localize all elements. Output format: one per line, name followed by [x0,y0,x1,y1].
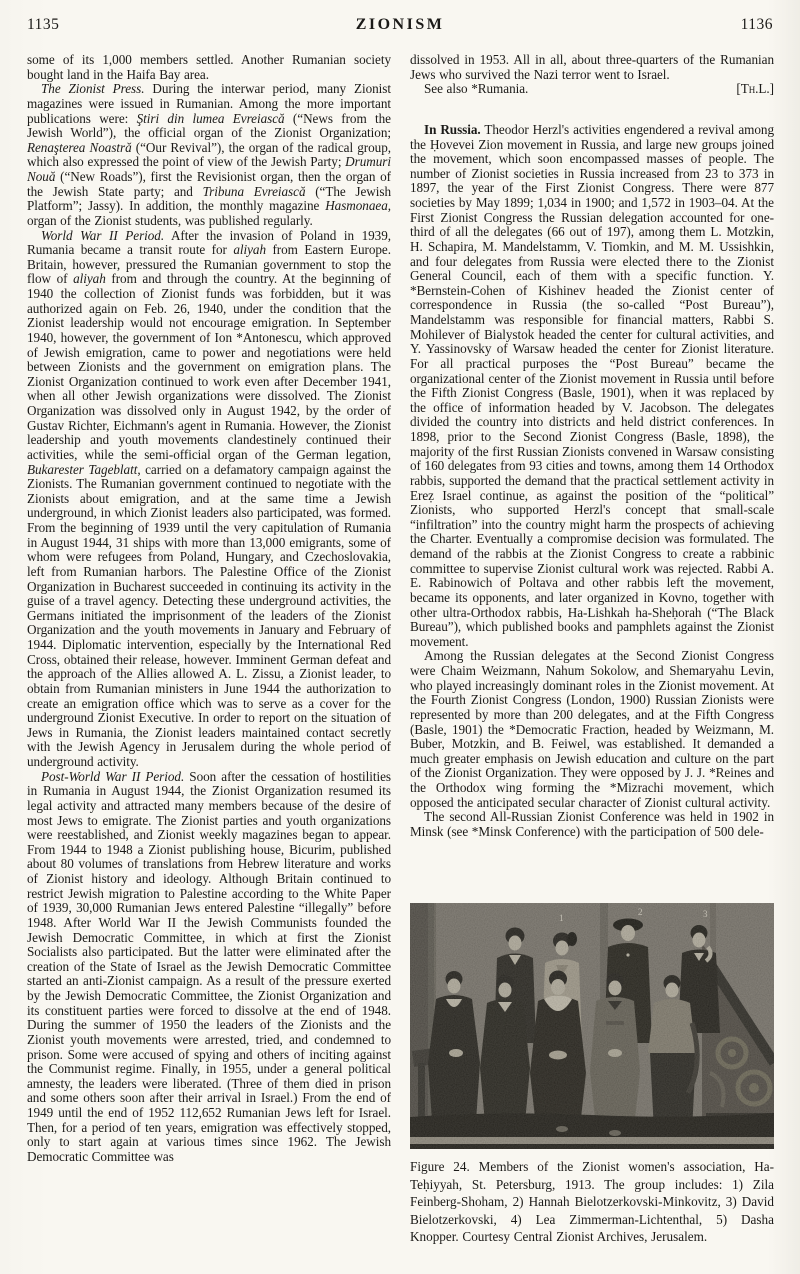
author-signature: [Th.L.] [736,81,774,97]
group-portrait-illustration [410,903,774,1149]
paragraph-rumania-societies: some of its 1,000 members settled. Another Rumanian society bought land in the Haifa Bay area. [27,53,391,82]
paragraph-post-world-war-2: Post-World War II Period. Soon after the cessation of hostilities in Rumania in August 1944, the Zionist Organization resumed its legal activity and attracted many members because of the desire of most Jews to emigrate. The Zionist parties and youth organizations were reestablished, and Zionist weekly magazines began to appear. From 1944 to 1948 a Zionist publishing house, Bicurim, published about 80 volumes of translations from Hebrew literature and works of Zionist history and ideology. Although Britain continued to restrict Jewish migration to Palestine according to the White Paper of 1939, 30,000 Rumanian Jews entered Palestine “illegally” before 1948. After World War II the Jewish Communists founded the Jewish Democratic Committee, in which at first the Zionist Socialists also participated. But the latter were eliminated after the creation of the State of Israel as the Jewish Democratic Committee started an anti-Zionist campaign. As a result of the pressure exerted by the Jewish Democratic Committee, the Zionist Organization and its constituent parties were forced to dissolve at the end of 1948. During the summer of 1950 the leaders of the Zionists and the Zionist youth movements were arrested, tried, and condemned to prison. Some were accused of spying and others of inciting against the Communist regime. Finally, in 1955, under a general political amnesty, the leaders were liberated. (Three of them died in prison and some others soon after their arrival in Israel.) From the end of 1949 until the end of 1952 112,652 Rumanian Jews left for Israel. Then, for a period of ten years, emigration was effectively stopped, only to start again at various times since 1962. The Jewish Democratic Committee was [27,768,391,1164]
right-column [410,53,774,903]
running-head [27,16,773,38]
paragraph-in-russia: In Russia. Theodor Herzl's activities engendered a revival among the Ḥovevei Zion movement in Russia, and large new groups joined the movement, which soon encompassed masses of people. The number of Zionist societies in Russia increased from 23 to 373 in 1897, the year of the First Zionist Congress. There were 877 societies by May 1899; 1,034 in 1900; and 1,572 in 1903–04. At the First Zionist Congress the Russian delegation accounted for one-third of all the delegates (66 out of 197), among them L. Motzkin, H. Schapira, M. Mandelstamm, V. Tiomkin, and M. M. Ussishkin, and four delegates from Russia were elected there to the Zionist General Council, each of them with a specific function. Y. *Bernstein-Cohen of Kishinev headed the Zionist center of correspondence in Russia (the so-called “Post Bureau”), Mandelstamm was responsible for financial matters, Rabbi S. Mohilever of Bialystok headed the center for cultural activities, and Y. Yassinovsky of Warsaw headed the center for Zionist literature. For all practical purposes the “Post Bureau” became the organizational center of the Zionist movement in Russia until before the Fifth Zionist Congress (Basle, 1901), when it was replaced by the office of information headed by V. Jacobson. The delegates divided the country into districts and held district conferences. In 1898, prior to the Second Zionist Congress (Basle, 1898), the majority of the first Russian Zionists convened in Warsaw consisting of 160 delegates from 93 cities and towns, among them 14 Orthodox rabbis, supported the demand that the practical settlement activity in Ereẓ Israel continue, as against the position of the “political” Zionists, who supported Herzl's concept that small-scale “infiltration” into the country might harm the prospects of achieving the Charter. Eventually a compromise decision was formulated. The demand of the rabbis at the Zionist Congress to create a rabbinic committee to supervise Zionist cultural work was rejected. Rabbi A. E. Rabinowich of Poltava and other rabbis left the movement, became its opponents, and later organized in Kovno, together with other ultra-Orthodox rabbis, Ha-Lishkah ha-Sheḥorah (“The Black Bureau”), which published books and pamphlets against the Zionist movement. [410,121,774,649]
paragraph-minsk-conference: The second All-Russian Zionist Conference was held in 1902 in Minsk (see *Minsk Conference) with the participation of 500 dele- [410,809,774,839]
photo-grain-overlay [410,903,774,1149]
right-page-number: 1136 [740,16,773,33]
page-title: ZIONISM [355,16,445,33]
see-also-line: See also *Rumania. [Th.L.] [424,81,774,97]
figure-24 [410,903,774,1259]
left-column [27,53,391,1258]
paragraph-world-war-2: World War II Period. After the invasion of Poland in 1939, Rumania became a transit route for aliyah from Eastern Europe. Britain, however, pressured the Rumanian government to stop the flow of aliyah from and through the country. At the beginning of 1940 the collection of Zionist funds was forbidden, but it was authorized again on Feb. 26, 1940, under the condition that the Zionist leadership would not encourage emigration. In September 1940, however, the government of Ion *Antonescu, which approved of Jewish emigration, came to power and negotiations were held between Zionists and the government on emigration plans. The Zionist Organization continued to work even after December 1941, when all other Jewish organizations were dissolved. The Zionist Organization was dissolved only in August 1942, by the order of Gustav Richter, Eichmann's agent in Rumania. However, the Zionist leadership and youth movements clandestinely continued their activities, while the semi-official organ of the German legation, Bukarester Tageblatt, carried on a defamatory campaign against the Zionists. The Rumanian government continued to negotiate with the Zionists about emigration, and at the same time a Jewish underground, in which Zionist leaders also participated, was formed. From the beginning of 1939 until the very capitulation of Rumania in August 1944, 31 ships with more than 13,000 emigrants, some of whom were refugees from Poland, Hungary, and Czechoslovakia, left from Rumanian harbors. The Palestine Office of the Zionist Organization in Bucharest succeeded in continuing its activity in the guise of a travel agency. Detecting these underground activities, the Germans initiated the imprisonment of the leaders of the Zionist Organization and the youth movements in January and February of 1944. Diplomatic intervention, especially by the International Red Cross, obtained their release, however. Imminent German defeat and the approach of the Allies allowed A. L. Zissu, a Zionist leader, to obtain from Rumanian ministers in June 1944 the authorization to create an emigration office which was to serve as a cover for the underground Zionist Executive. In order to report on the situation of Jews in Rumania, the Zionist leaders maintained contact secretly with the Jewish Agency in Jerusalem during the whole period of underground activity. [27,227,391,769]
paragraph-dissolved-1953: dissolved in 1953. All in all, about three-quarters of the Rumanian Jews who survived the Nazi terror went to Israel. [410,53,774,82]
figure-caption: Figure 24. Members of the Zionist women's association, Ha-Teḥiyyah, St. Petersburg, 1913. The group includes: 1) Zila Feinberg-Shoham, 2) Hannah Bielotzerkovski-Minkovitz, 3) David Bielotzerkovski, 4) Lea Zimmerman-Lichtenthal, 5) Dasha Knopper. Courtesy Central Zionist Archives, Jerusalem. [410,1159,774,1245]
left-page-number: 1135 [27,16,60,33]
paragraph-second-congress-delegates: Among the Russian delegates at the Second Zionist Congress were Chaim Weizmann, Nahum Sokolow, and Shemaryahu Levin, who played increasingly dominant roles in the Zionist movement. At the Fourth Zionist Congress (London, 1900) Russian Zionists were represented by more than 200 delegates, and at the Fifth Congress (Basle, 1901) the *Democratic Fraction, headed by Weizmann, M. Buber, Motzkin, and B. Feiwel, was established. It demanded a much greater emphasis on Jewish education and culture on the part of the Zionist Organization. They were opposed by J. J. *Reines and the Orthodox wing forming the *Mizrachi movement, which opposed the anticipated secular character of Zionist cultural activity. [410,648,774,810]
figure-number-1: 1 [559,913,564,923]
paragraph-zionist-press: The Zionist Press. During the interwar period, many Zionist magazines were issued in Rumanian. Among the more important publications were: Ştiri din lumea Evreiască (“News from the Jewish World”), the official organ of the Zionist Organization; Renaşterea Noastră (“Our Revival”), the organ of the radical group, which also expressed the point of view of the Jewish Party; Drumuri Nouă (“New Roads”), first the Revisionist organ, then the organ of the Jewish State party; and Tribuna Evreiască (“The Jewish Platform”; Jassy). In addition, the monthly magazine Hasmonaea, organ of the Zionist students, was published regularly. [27,81,391,228]
figure-number-3: 3 [703,909,708,919]
figure-number-2: 2 [638,907,643,917]
group-portrait-photo [410,903,774,1149]
